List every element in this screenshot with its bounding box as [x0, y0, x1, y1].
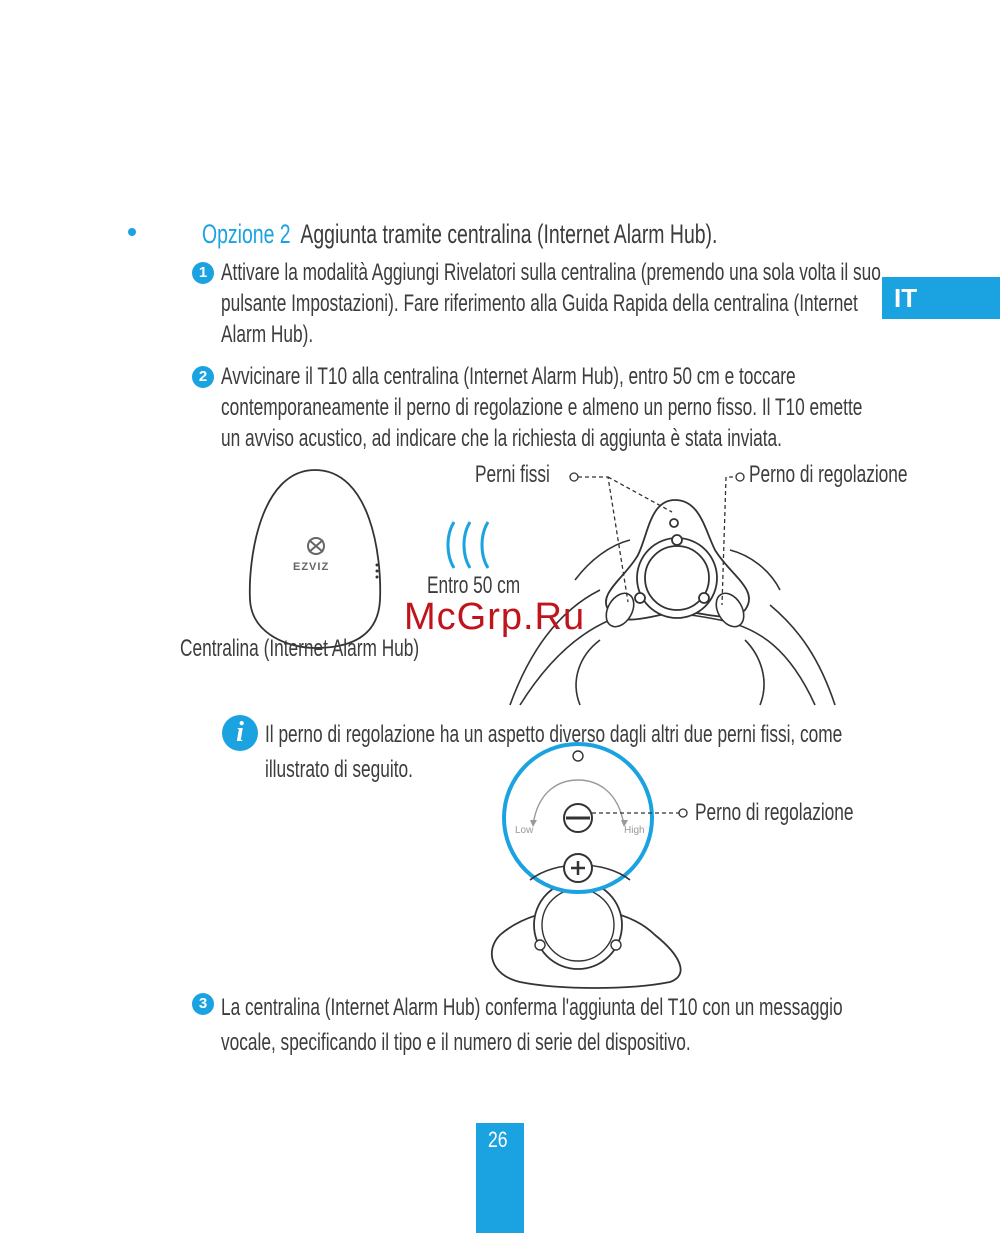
step-line: Attivare la modalità Aggiungi Rivelatori sulla centralina (premendo una sola volta il suo [221, 259, 881, 286]
step-line: pulsante Impostazioni). Fare riferimento alla Guida Rapida della centralina (Internet [221, 290, 858, 317]
label-adjust-pin: Perno di regolazione [749, 461, 908, 488]
step-line: Alarm Hub). [221, 321, 314, 348]
step-line: un avviso acustico, ad indicare che la richiesta di aggiunta è stata inviata. [221, 425, 782, 452]
info-icon: i [222, 715, 258, 751]
label-adjust-pin-detail: Perno di regolazione [695, 799, 854, 826]
step-number-badge: 2 [192, 366, 214, 388]
section-title: Aggiunta tramite centralina (Internet Alarm Hub). [300, 219, 718, 249]
note-text [265, 717, 1000, 787]
step-line: Avvicinare il T10 alla centralina (Internet Alarm Hub), entro 50 cm e toccare [221, 363, 796, 390]
note-line: illustrato di seguito. [265, 756, 413, 783]
label-fixed-pins: Perni fissi [475, 461, 550, 488]
step-line: vocale, specificando il tipo e il numero di serie del dispositivo. [221, 1029, 691, 1056]
signal-waves-icon [448, 522, 488, 568]
step-number-badge: 1 [192, 262, 214, 284]
label-distance: Entro 50 cm [427, 572, 521, 599]
page-number: 26 [476, 1123, 524, 1233]
watermark: McGrp.Ru [404, 596, 586, 638]
note-line: Il perno di regolazione ha un aspetto diverso dagli altri due perni fissi, come [265, 721, 843, 748]
option-label: Opzione 2 [202, 219, 291, 249]
label-hub: Centralina (Internet Alarm Hub) [180, 635, 420, 662]
step-line: contemporaneamente il perno di regolazione e almeno un perno fisso. Il T10 emette [221, 394, 863, 421]
language-tab: IT [882, 277, 1000, 319]
hub-device [250, 470, 380, 648]
hub-brand-logo: EZVIZ [293, 561, 330, 573]
step-line: La centralina (Internet Alarm Hub) conferma l'aggiunta del T10 con un messaggio [221, 994, 843, 1021]
label-low: Low [515, 825, 534, 836]
label-high: High [624, 825, 645, 836]
step-number-badge: 3 [192, 993, 214, 1015]
hub-logo-icon [308, 538, 324, 554]
step-3-text [221, 990, 1000, 1060]
